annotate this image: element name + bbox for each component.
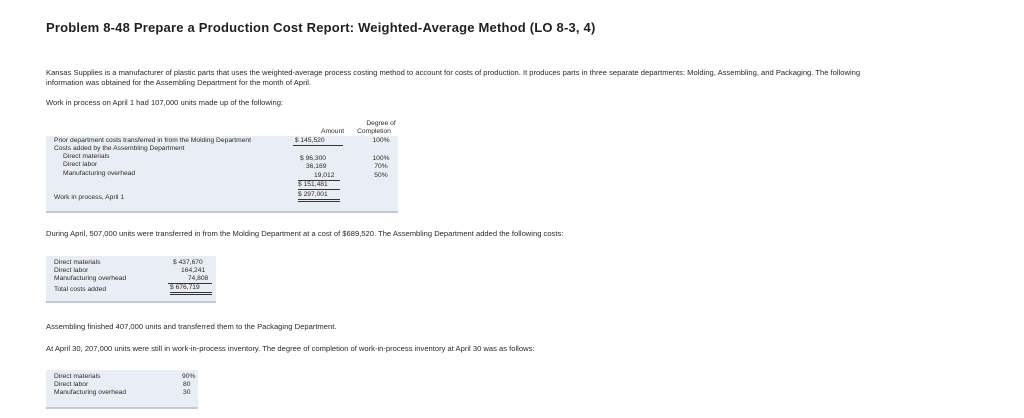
intro-line-2: information was obtained for the Assembling Department for the month of April. (46, 78, 312, 87)
april30-text: At April 30, 207,000 units were still in work-in-process inventory. The degree of completion of work-in-process inventory at April 30 was as follows: (46, 344, 535, 353)
finished-text: Assembling finished 407,000 units and transferred them to the Packaging Department. (46, 322, 337, 331)
added-dl-amount: 164,241 (181, 267, 206, 274)
end-dm-pct: 90% (182, 373, 196, 380)
degree-header-line2: Completion (357, 128, 391, 135)
end-dl-label: Direct labor (54, 381, 89, 388)
wip-moh-pct: 50% (374, 172, 388, 179)
total-added-amount: $ 676,719 (170, 284, 212, 295)
intro-paragraph (46, 68, 1006, 88)
wip-dm-amount: $ 96,300 (300, 155, 327, 162)
wip-subtotal-amount: $ 151,481 (298, 181, 340, 190)
wip-intro-text: Work in process on April 1 had 107,000 units made up of the following: (46, 98, 284, 107)
end-moh-label: Manufacturing overhead (54, 389, 127, 396)
added-dm-label: Direct materials (54, 259, 101, 266)
end-moh-pct: 30 (183, 389, 191, 396)
end-dl-pct: 80 (183, 381, 191, 388)
wip-total-amount: $ 297,001 (298, 191, 340, 202)
wip-april1-table (46, 118, 398, 213)
amount-header: Amount (321, 128, 345, 135)
added-moh-label: Manufacturing overhead (54, 275, 127, 282)
costs-added-table (46, 256, 216, 303)
end-dm-label: Direct materials (54, 373, 101, 380)
wip-moh-amount: 19,012 (298, 172, 340, 181)
wip-dm-label: Direct materials (63, 153, 110, 160)
april-transfer-text: During April, 507,000 units were transferred in from the Molding Department at a cost of $689,520. The Assembling Department added the following costs: (46, 229, 564, 238)
costs-added-label: Costs added by the Assembling Department (54, 145, 185, 152)
added-moh-amount: 74,808 (168, 275, 212, 284)
added-dm-amount: $ 437,670 (173, 259, 203, 266)
wip-total-label: Work in process, April 1 (54, 194, 125, 201)
added-dl-label: Direct labor (54, 267, 89, 274)
wip-dm-pct: 100% (372, 155, 390, 162)
wip-dl-label: Direct labor (63, 161, 98, 168)
total-added-label: Total costs added (54, 286, 107, 293)
problem-title: Problem 8-48 Prepare a Production Cost Report: Weighted-Average Method (LO 8-3, 4) (46, 20, 596, 35)
completion-april30-table (46, 370, 198, 409)
degree-header-line1: Degree of (366, 120, 396, 127)
wip-moh-label: Manufacturing overhead (63, 170, 136, 177)
prior-dept-pct: 100% (372, 137, 390, 144)
wip-dl-pct: 70% (374, 163, 388, 170)
intro-line-1: Kansas Supplies is a manufacturer of plastic parts that uses the weighted-average process costing method to account for costs of production. It produces parts in three separate departments: Molding, Assembling, and Packaging. The following (46, 68, 861, 77)
wip-dl-amount: 36,169 (306, 163, 327, 170)
prior-dept-amount: $ 145,520 (293, 137, 343, 146)
prior-dept-label: Prior department costs transferred in from the Molding Department (54, 137, 251, 144)
